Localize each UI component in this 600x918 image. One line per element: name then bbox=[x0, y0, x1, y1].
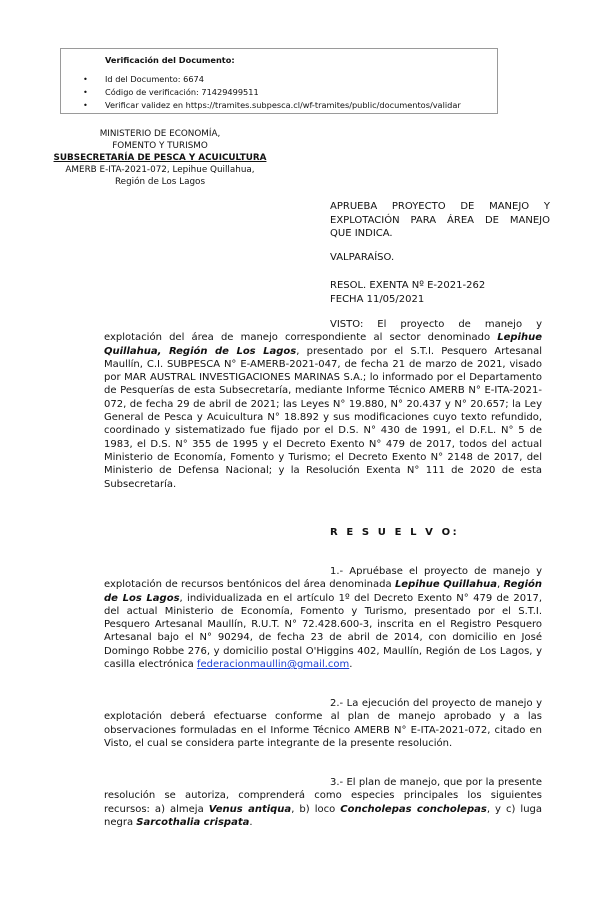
article-2-text: 2.- La ejecución del proyecto de manejo y explotación deberá efectuarse conforme al plan de manejo aprobado y a las observaciones formuladas en el Informe Técnico AMERB N° E-ITA-2021-072, citado en Visto, el cual se considera parte integrante de la presente resolución. bbox=[104, 698, 542, 749]
article-2 bbox=[104, 697, 542, 750]
species-venus: Venus antiqua bbox=[208, 803, 292, 815]
verification-list bbox=[83, 73, 461, 112]
verification-item-code bbox=[83, 86, 461, 99]
article-3-end: . bbox=[249, 816, 253, 828]
article-3-text: 3.- El plan de manejo, que por la presente resolución se autoriza, comprenderá como especies principales los siguientes recursos: a) almeja bbox=[104, 777, 542, 815]
verification-code: Código de verificación: 71429499511 bbox=[105, 87, 259, 97]
visto-text: El proyecto de manejo y explotación del área de manejo correspondiente al sector denominado bbox=[104, 319, 542, 344]
city: VALPARAÍSO. bbox=[330, 252, 395, 263]
verification-item-url bbox=[83, 99, 461, 112]
area-name: Lepihue Quillahua, Región de Los Lagos bbox=[104, 332, 542, 357]
visto-label: VISTO: bbox=[330, 319, 364, 330]
title-line-1: APRUEBA PROYECTO DE MANEJO Y bbox=[330, 201, 550, 212]
bullet-icon: • bbox=[83, 100, 88, 110]
region-line: Región de Los Lagos bbox=[114, 177, 206, 187]
article-1-sep: , bbox=[496, 579, 504, 591]
species-concholepas: Concholepas concholepas bbox=[340, 803, 487, 815]
verification-box bbox=[60, 48, 498, 114]
title-line-3: QUE INDICA. bbox=[330, 228, 393, 239]
document-id: Id del Documento: 6674 bbox=[105, 74, 204, 84]
resuelvo-heading: R E S U E L V O: bbox=[330, 527, 460, 538]
article-3-text-3: , y c) luga negra bbox=[104, 803, 543, 828]
article-1 bbox=[104, 565, 542, 671]
verification-url[interactable]: Verificar validez en https://tramites.subpesca.cl/wf-tramites/public/documentos/validar bbox=[105, 100, 461, 110]
article-1-text-2: , individualizada en el artículo 1º del Decreto Exento N° 479 de 2017, del actual Ministerio de Economía, Fomento y Turismo, presentado por el S.T.I. Pesquero Artesanal Maullín, R.U.T. N° 72.428.600-3, inscrita en el Registro Pesquero Artesanal bajo el N° 90294, de fecha 23 de abril de 2014, con domicilio en José Domingo Robbe 276, y domicilio postal O'Higgins 402, Maullín, Región de Los Lagos, y casilla electrónica bbox=[104, 592, 543, 671]
article-3 bbox=[104, 776, 542, 829]
area-name: Lepihue Quillahua bbox=[394, 579, 497, 591]
ministry-line-2: FOMENTO Y TURISMO bbox=[112, 141, 208, 151]
bullet-icon: • bbox=[83, 74, 88, 84]
verification-title: Verificación del Documento: bbox=[105, 55, 235, 65]
resolution-info bbox=[330, 279, 550, 306]
ministry-line: MINISTERIO DE ECONOMÍA, bbox=[99, 129, 221, 139]
region-name: Región de Los Lagos bbox=[104, 579, 543, 604]
resolution-number: RESOL. EXENTA Nº E-2021-262 bbox=[330, 280, 486, 291]
resolution-date: FECHA 11/05/2021 bbox=[330, 293, 425, 305]
bullet-icon: • bbox=[83, 87, 88, 97]
article-3-text-2: , b) loco bbox=[291, 803, 341, 815]
issuer-header bbox=[24, 128, 296, 188]
species-sarcothalia: Sarcothalia crispata bbox=[136, 816, 250, 828]
subsecretaria-line: SUBSECRETARÍA DE PESCA Y ACUICULTURA bbox=[53, 153, 267, 163]
visto-paragraph bbox=[104, 318, 542, 491]
visto-text-2: , presentado por el S.T.I. Pesquero Artesanal Maullín, C.I. SUBPESCA N° E-AMERB-2021-047, de fecha 21 de marzo de 2021, visado por MAR AUSTRAL INVESTIGACIONES MARINAS S.A.; lo informado por el Departamento de Pesquerías de esta Subsecretaría, mediante Informe Técnico AMERB N° E-ITA-2021-072, de fecha 29 de abril de 2021; las Leyes N° 19.880, N° 20.437 y N° 20.657; la Ley General de Pesca y Acuicultura N° 18.892 y sus modificaciones cuyo texto refundido, coordinado y sistematizado fue fijado por el D.S. N° 430 de 1991, el D.F.L. N° 5 de 1983, el D.S. N° 355 de 1995 y el Decreto Exento N° 479 de 2017, todos del actual Ministerio de Economía, Fomento y Turismo; el Decreto Exento N° 2148 de 2017, del Ministerio de Defensa Nacional; y la Resolución Exenta N° 111 de 2020 de esta Subsecretaría. bbox=[104, 345, 542, 490]
reference-line: AMERB E-ITA-2021-072, Lepihue Quillahua, bbox=[65, 165, 255, 175]
email-link[interactable]: federacionmaullin@gmail.com bbox=[196, 659, 350, 671]
article-1-end: . bbox=[349, 659, 353, 671]
verification-item-id bbox=[83, 73, 461, 86]
resolution-title bbox=[330, 200, 550, 241]
title-line-2: EXPLOTACIÓN PARA ÁREA DE MANEJO bbox=[330, 214, 550, 226]
article-1-text: 1.- Apruébase el proyecto de manejo y explotación de recursos bentónicos del área denominada bbox=[104, 566, 542, 591]
